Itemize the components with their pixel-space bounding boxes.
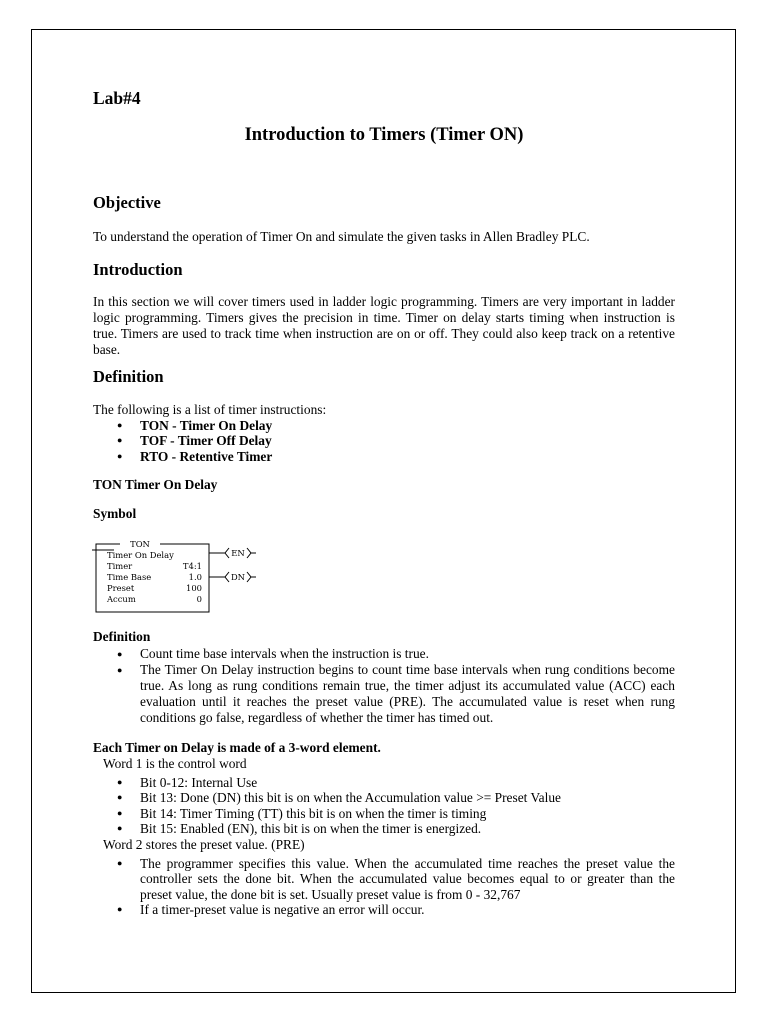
bullet-icon: ● bbox=[117, 822, 123, 833]
ton-timebase-label: Time Base bbox=[107, 572, 152, 582]
bullet-icon: ● bbox=[117, 777, 123, 787]
symbol-heading: Symbol bbox=[93, 506, 137, 521]
bullet-icon: ● bbox=[117, 665, 123, 675]
ton-definition-list bbox=[117, 646, 675, 726]
ton-heading: TON Timer On Delay bbox=[93, 477, 218, 492]
document-title: Introduction to Timers (Timer ON) bbox=[244, 125, 524, 145]
bullet-icon: ● bbox=[117, 792, 123, 803]
word1-text: Word 1 is the control word bbox=[103, 756, 247, 771]
timer-list-intro: The following is a list of timer instructions: bbox=[93, 402, 327, 417]
list-item: ● The Timer On Delay instruction begins to count time base intervals when rung conditions become true. As long as rung conditions remain true, the timer adjust its accumulated value (ACC) each evaluation until it reaches the preset value (PRE). The accumulated value is reset when rung conditions go false, regardless of whether the timer has timed out. bbox=[117, 662, 675, 725]
bullet-icon: ● bbox=[117, 903, 123, 914]
lab-number: Lab#4 bbox=[93, 88, 141, 108]
list-item: ● Bit 14: Timer Timing (TT) this bit is on when the timer is timing bbox=[117, 805, 487, 821]
introduction-text: In this section we will cover timers used in ladder logic programming. Timers are very important in ladder logic programming. Timers gives the precision in time. Timer on delay starts timing when instruction is true. Timers are used to track time when instruction are on or off. They could also keep track on a retentive base. bbox=[93, 294, 675, 357]
objective-text: To understand the operation of Timer On and simulate the given tasks in Allen Bradley PLC. bbox=[93, 229, 590, 244]
ton-symbol-name: TON bbox=[120, 539, 160, 550]
list-item: ● Bit 13: Done (DN) this bit is on when the Accumulation value >= Preset Value bbox=[117, 790, 561, 806]
list-item: ● The programmer specifies this value. When the accumulated time reaches the preset value the controller sets the done bit. When the accumulated value becomes equal to or greater than the preset value, the done bit is set. Usually preset value is from 0 - 32,767 bbox=[117, 856, 675, 902]
objective-heading: Objective bbox=[93, 193, 161, 212]
ton-dn-output: DN bbox=[230, 572, 246, 582]
ton-timer-label: Timer bbox=[107, 561, 133, 571]
ton-accum-label: Accum bbox=[107, 594, 136, 604]
introduction-heading: Introduction bbox=[93, 260, 183, 279]
bullet-icon: ● bbox=[117, 807, 123, 818]
word2-list bbox=[117, 856, 675, 917]
list-item: ● TOF - Timer Off Delay bbox=[117, 433, 272, 449]
list-item: ● If a timer-preset value is negative an error will occur. bbox=[117, 901, 425, 917]
ton-timer-value: T4:1 bbox=[182, 561, 202, 571]
list-item: ● Bit 15: Enabled (EN), this bit is on when the timer is energized. bbox=[117, 820, 482, 836]
ton-preset-label: Preset bbox=[107, 583, 135, 593]
ton-symbol-subtitle: Timer On Delay bbox=[107, 550, 174, 560]
bullet-icon: ● bbox=[117, 450, 123, 461]
ton-accum-value: 0 bbox=[196, 594, 202, 604]
ton-en-output: EN bbox=[231, 548, 245, 558]
timer-instruction-list bbox=[117, 418, 272, 464]
word1-list bbox=[117, 775, 675, 836]
ton-timebase-value: 1.0 bbox=[188, 572, 202, 582]
list-item: ● RTO - Retentive Timer bbox=[117, 448, 273, 464]
bullet-icon: ● bbox=[117, 858, 123, 868]
list-item: ● TON - Timer On Delay bbox=[117, 418, 273, 433]
bullet-icon: ● bbox=[117, 420, 123, 430]
list-item: ● Count time base intervals when the instruction is true. bbox=[117, 646, 429, 661]
bullet-icon: ● bbox=[117, 649, 123, 659]
words-heading: Each Timer on Delay is made of a 3-word element. bbox=[93, 740, 381, 755]
ton-definition-heading: Definition bbox=[93, 629, 151, 644]
word2-text: Word 2 stores the preset value. (PRE) bbox=[103, 837, 305, 852]
ton-preset-value: 100 bbox=[186, 583, 202, 593]
bullet-icon: ● bbox=[117, 435, 123, 446]
list-item: ● Bit 0-12: Internal Use bbox=[117, 775, 258, 790]
definition-heading: Definition bbox=[93, 367, 164, 386]
